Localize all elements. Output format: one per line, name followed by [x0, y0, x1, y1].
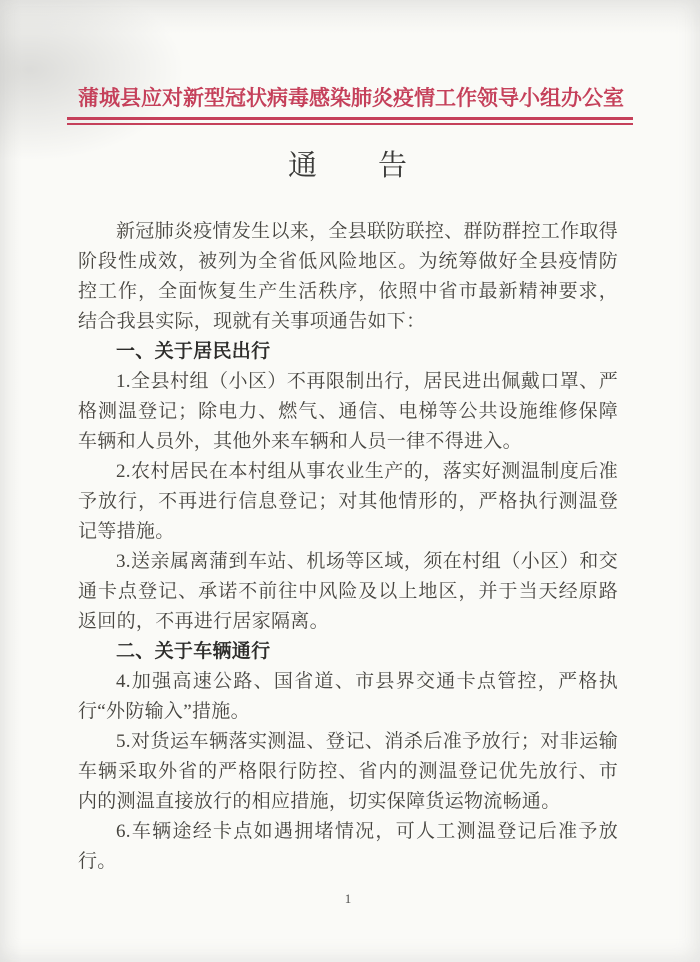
item-1-paragraph: 1.全县村组（小区）不再限制出行，居民进出佩戴口罩、严格测温登记；除电力、燃气、通信、电梯等公共设施维修保障车辆和人员外，其他外来车辆和人员一律不得进入。: [78, 371, 618, 452]
document-body: [78, 217, 618, 877]
letterhead-issuer: 蒲城县应对新型冠状病毒感染肺炎疫情工作领导小组办公室: [78, 86, 624, 110]
item-6-paragraph: 6.车辆途经卡点如遇拥堵情况，可人工测温登记后准予放行。: [78, 821, 618, 872]
item-5-paragraph: 5.对货运车辆落实测温、登记、消杀后准予放行；对非运输车辆采取外省的严格限行防控、省内的测温登记优先放行、市内的测温直接放行的相应措施，切实保障货运物流畅通。: [78, 731, 618, 812]
item-3-paragraph: 3.送亲属离蒲到车站、机场等区域，须在村组（小区）和交通卡点登记、承诺不前往中风险及以上地区，并于当天经原路返回的，不再进行居家隔离。: [78, 551, 618, 632]
page-number: 1: [344, 891, 352, 906]
section-heading-vehicle-passage: 二、关于车辆通行: [116, 641, 271, 662]
item-2-paragraph: 2.农村居民在本村组从事农业生产的，落实好测温制度后准予放行，不再进行信息登记；对其他情形的，严格执行测温登记等措施。: [78, 461, 618, 542]
intro-paragraph: 新冠肺炎疫情发生以来，全县联防联控、群防群控工作取得阶段性成效，被列为全省低风险地区。为统筹做好全县疫情防控工作，全面恢复生产生活秩序，依照中省市最新精神要求，结合我县实际，现就有关事项通告如下：: [78, 221, 618, 332]
item-4-paragraph: 4.加强高速公路、国省道、市县界交通卡点管控，严格执行“外防输入”措施。: [78, 671, 618, 722]
notice-title: 通 告: [287, 150, 408, 182]
letterhead-double-rule: [67, 117, 633, 125]
section-heading-resident-travel: 一、关于居民出行: [116, 341, 271, 362]
